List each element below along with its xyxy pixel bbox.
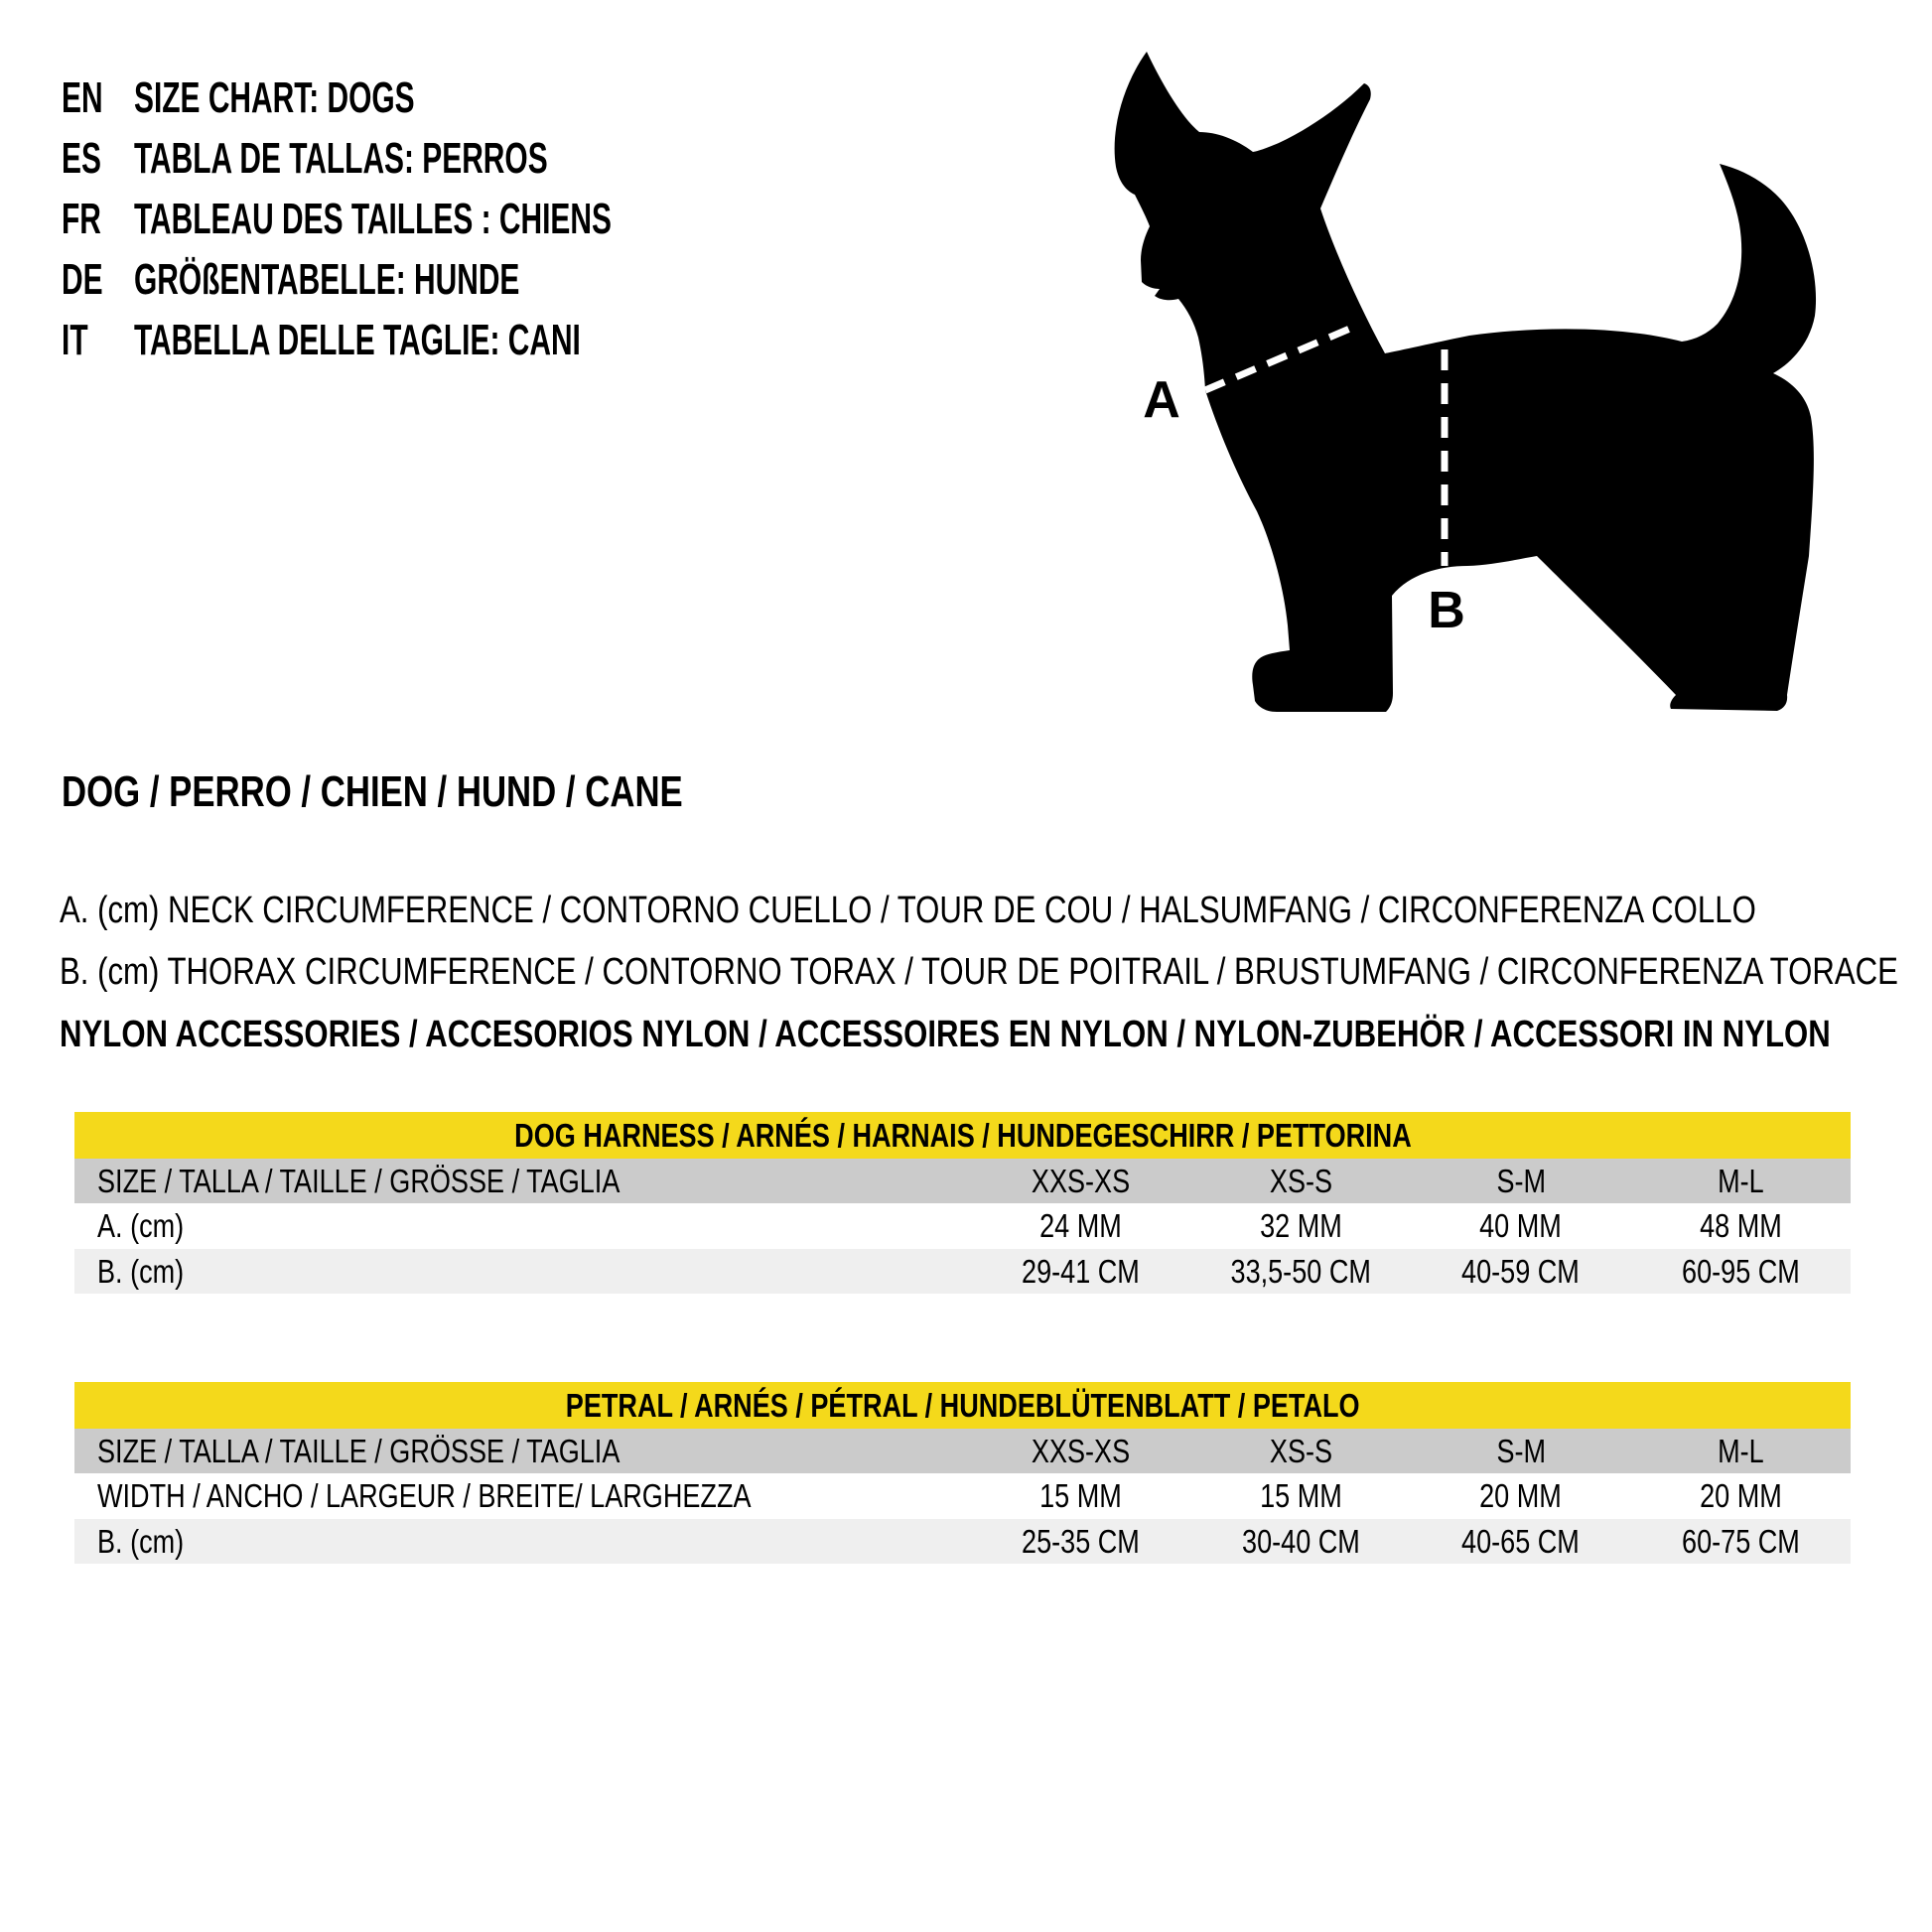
marker-b-label: B [1428,582,1465,639]
row-label-cell: WIDTH / ANCHO / LARGEUR / BREITE/ LARGHEZZA [97,1477,752,1514]
size-col: XXS-XS [1032,1432,1131,1469]
harness-size-table [74,1112,1851,1294]
dog-silhouette-diagram [1072,30,1866,725]
size-label-cell: SIZE / TALLA / TAILLE / GRÖSSE / TAGLIA [97,1432,621,1469]
size-col: XXS-XS [1032,1162,1131,1199]
row-label-cell: A. (cm) [97,1207,185,1244]
value-cell: 60-95 CM [1681,1252,1800,1290]
size-col: XS-S [1269,1162,1332,1199]
harness-table-title: DOG HARNESS / ARNÉS / HARNAIS / HUNDEGESCHIRR / PETTORINA [74,1112,1851,1159]
harness-row-b [74,1249,1851,1294]
size-label-cell: SIZE / TALLA / TAILLE / GRÖSSE / TAGLIA [97,1162,621,1199]
value-cell: 25-35 CM [1022,1522,1141,1560]
value-cell: 20 MM [1699,1477,1782,1514]
value-cell: 33,5-50 CM [1230,1252,1371,1290]
petral-size-table [74,1382,1851,1564]
marker-a-label: A [1143,371,1180,429]
chart-title-fr: TABLEAU DES TAILLES : CHIENS [134,195,612,243]
petral-size-header-row [74,1429,1851,1473]
size-col: M-L [1717,1432,1764,1469]
value-cell: 29-41 CM [1022,1252,1141,1290]
lang-code: FR [62,195,101,243]
lang-code: ES [62,134,101,183]
petral-table-title: PETRAL / ARNÉS / PÉTRAL / HUNDEBLÜTENBLATT / PETALO [74,1382,1851,1429]
value-cell: 60-75 CM [1681,1522,1800,1560]
value-cell: 20 MM [1479,1477,1563,1514]
animal-caption: DOG / PERRO / CHIEN / HUND / CANE [62,767,683,816]
value-cell: 40-59 CM [1461,1252,1581,1290]
note-neck-circumference: A. (cm) NECK CIRCUMFERENCE / CONTORNO CUELLO / TOUR DE COU / HALSUMFANG / CIRCONFERENZA COLLO [60,890,1756,931]
size-col: XS-S [1269,1432,1332,1469]
note-thorax-circumference: B. (cm) THORAX CIRCUMFERENCE / CONTORNO TORAX / TOUR DE POITRAIL / BRUSTUMFANG / CIRCONFERENZA TORACE [60,951,1898,993]
lang-code: DE [62,255,103,304]
row-label-cell: B. (cm) [97,1522,185,1560]
petral-row-b [74,1519,1851,1564]
chart-title-en: SIZE CHART: DOGS [134,73,415,122]
chart-title-it: TABELLA DELLE TAGLIE: CANI [134,316,581,364]
size-col: S-M [1495,1162,1546,1199]
lang-code: EN [62,73,103,122]
value-cell: 15 MM [1039,1477,1123,1514]
value-cell: 48 MM [1699,1207,1782,1244]
harness-size-header-row [74,1159,1851,1203]
value-cell: 30-40 CM [1241,1522,1360,1560]
lang-code: IT [62,316,88,364]
note-material: NYLON ACCESSORIES / ACCESORIOS NYLON / ACCESSOIRES EN NYLON / NYLON-ZUBEHÖR / ACCESSORI IN NYLON [60,1014,1831,1055]
value-cell: 40-65 CM [1461,1522,1581,1560]
chart-title-es: TABLA DE TALLAS: PERROS [134,134,548,183]
value-cell: 32 MM [1259,1207,1342,1244]
harness-row-a [74,1203,1851,1249]
value-cell: 24 MM [1039,1207,1123,1244]
size-col: S-M [1495,1432,1546,1469]
chart-title-de: GRÖßENTABELLE: HUNDE [134,255,520,304]
value-cell: 15 MM [1259,1477,1342,1514]
row-label-cell: B. (cm) [97,1252,185,1290]
value-cell: 40 MM [1479,1207,1563,1244]
petral-row-width [74,1473,1851,1519]
size-col: M-L [1717,1162,1764,1199]
